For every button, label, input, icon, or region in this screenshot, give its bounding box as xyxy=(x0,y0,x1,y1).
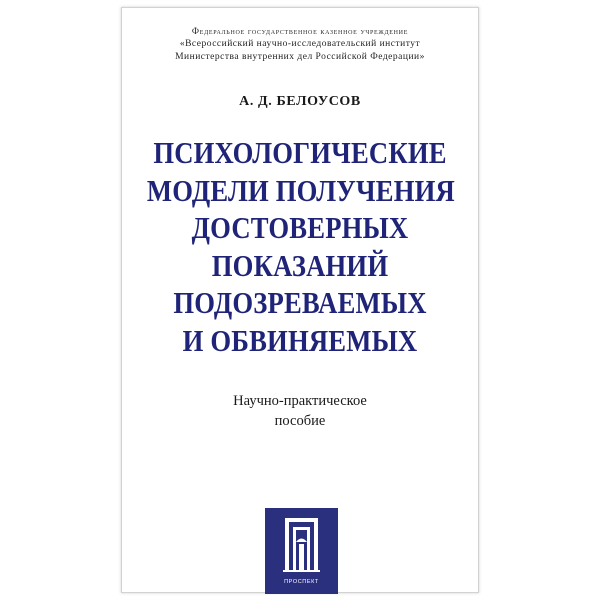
organization-line-3: Министерства внутренних дел Российской Федерации» xyxy=(175,52,425,62)
publisher-logo-text: ПРОСПЕКТ xyxy=(284,579,319,585)
genre-line: Научно-практическое xyxy=(233,393,367,409)
organization-line-1: Федеральное государственное казенное учреждение xyxy=(191,26,409,36)
book-genre xyxy=(122,391,478,431)
book-title xyxy=(147,134,453,359)
title-line: МОДЕЛИ ПОЛУЧЕНИЯ xyxy=(146,172,455,208)
author-name: А. Д. БЕЛОУСОВ xyxy=(239,94,361,109)
organization-line-2: «Всероссийский научно-исследовательский институт xyxy=(179,39,421,49)
title-line: ДОСТОВЕРНЫХ xyxy=(191,210,409,245)
prospekt-emblem-icon xyxy=(265,508,338,580)
publisher-logo xyxy=(265,508,338,594)
title-line: ПОДОЗРЕВАЕМЫХ xyxy=(173,285,427,320)
publisher-organization xyxy=(122,25,478,64)
title-line: ПСИХОЛОГИЧЕСКИЕ xyxy=(153,135,447,170)
book-cover xyxy=(121,7,479,593)
title-line: ПОКАЗАНИЙ xyxy=(211,247,389,283)
title-line: И ОБВИНЯЕМЫХ xyxy=(182,322,418,358)
genre-line: пособие xyxy=(274,413,326,429)
